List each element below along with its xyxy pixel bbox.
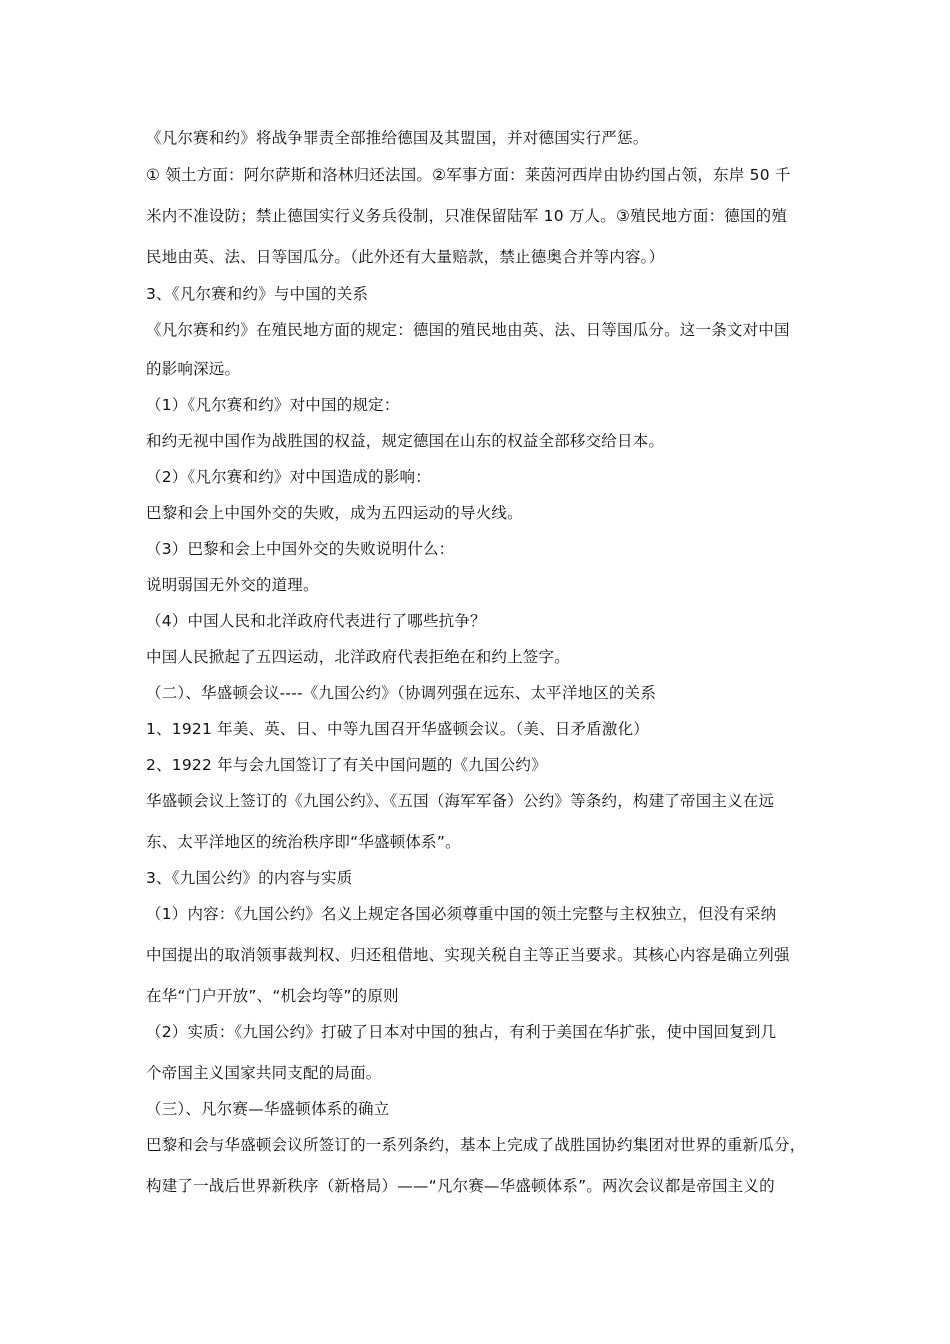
subheading: （1）《凡尔赛和约》对中国的规定： [146, 396, 400, 414]
text-line: 民地由英、法、日等国瓜分。（此外还有大量赔款，禁止德奥合并等内容。） [146, 248, 665, 266]
text-line: 巴黎和会与华盛顿会议所签订的一系列条约，基本上完成了战胜国协约集团对世界的重新瓜分， [146, 1136, 806, 1154]
text-line: 说明弱国无外交的道理。 [146, 576, 319, 594]
subheading: （4）中国人民和北洋政府代表进行了哪些抗争？ [146, 612, 486, 630]
subheading: （2）《凡尔赛和约》对中国造成的影响： [146, 468, 431, 486]
text-line: 中国提出的取消领事裁判权、归还租借地、实现关税自主等正当要求。其核心内容是确立列强 [146, 946, 790, 964]
section-heading: 3、《九国公约》的内容与实质 [146, 869, 353, 887]
text-line: 在华“门户开放”、“机会均等”的原则 [146, 987, 399, 1005]
text-line: （1）内容：《九国公约》名义上规定各国必须尊重中国的领土完整与主权独立，但没有采纳 [146, 905, 777, 923]
text-line: 华盛顿会议上签订的《九国公约》、《五国（海军军备）公约》等条约，构建了帝国主义在远 [146, 792, 775, 810]
text-line: 1、1921 年美、英、日、中等九国召开华盛顿会议。（美、日矛盾激化） [146, 720, 649, 738]
text-line: ① 领土方面：阿尔萨斯和洛林归还法国。②军事方面：莱茵河西岸由协约国占领，东岸 50 千 [146, 166, 791, 184]
text-line: 和约无视中国作为战胜国的权益，规定德国在山东的权益全部移交给日本。 [146, 432, 665, 450]
text-line: 的影响深远。 [146, 360, 241, 378]
text-line: 东、太平洋地区的统治秩序即“华盛顿体系”。 [146, 833, 461, 851]
text-line: 构建了一战后世界新秩序（新格局）——“凡尔赛—华盛顿体系”。两次会议都是帝国主义的 [146, 1177, 775, 1195]
text-line: 米内不准设防；禁止德国实行义务兵役制，只准保留陆军 10 万人。③殖民地方面：德国的殖 [146, 207, 788, 225]
text-line: 中国人民掀起了五四运动，北洋政府代表拒绝在和约上签字。 [146, 648, 570, 666]
section-heading: （二）、华盛顿会议----《九国公约》（协调列强在远东、太平洋地区的关系 [146, 684, 657, 702]
text-line: 巴黎和会上中国外交的失败，成为五四运动的导火线。 [146, 504, 523, 522]
section-heading: （三）、凡尔赛—华盛顿体系的确立 [146, 1100, 390, 1118]
section-heading: 3、《凡尔赛和约》与中国的关系 [146, 285, 369, 303]
text-line: 《凡尔赛和约》在殖民地方面的规定：德国的殖民地由英、法、日等国瓜分。这一条文对中国 [146, 321, 790, 339]
subheading: （3）巴黎和会上中国外交的失败说明什么： [146, 540, 455, 558]
text-line: 2、1922 年与会九国签订了有关中国问题的《九国公约》 [146, 756, 547, 774]
text-line: （2）实质：《九国公约》打破了日本对中国的独占，有利于美国在华扩张，使中国回复到几 [146, 1023, 777, 1041]
text-line: 个帝国主义国家共同支配的局面。 [146, 1064, 382, 1082]
text-line: 《凡尔赛和约》将战争罪责全部推给德国及其盟国，并对德国实行严惩。 [146, 129, 649, 147]
